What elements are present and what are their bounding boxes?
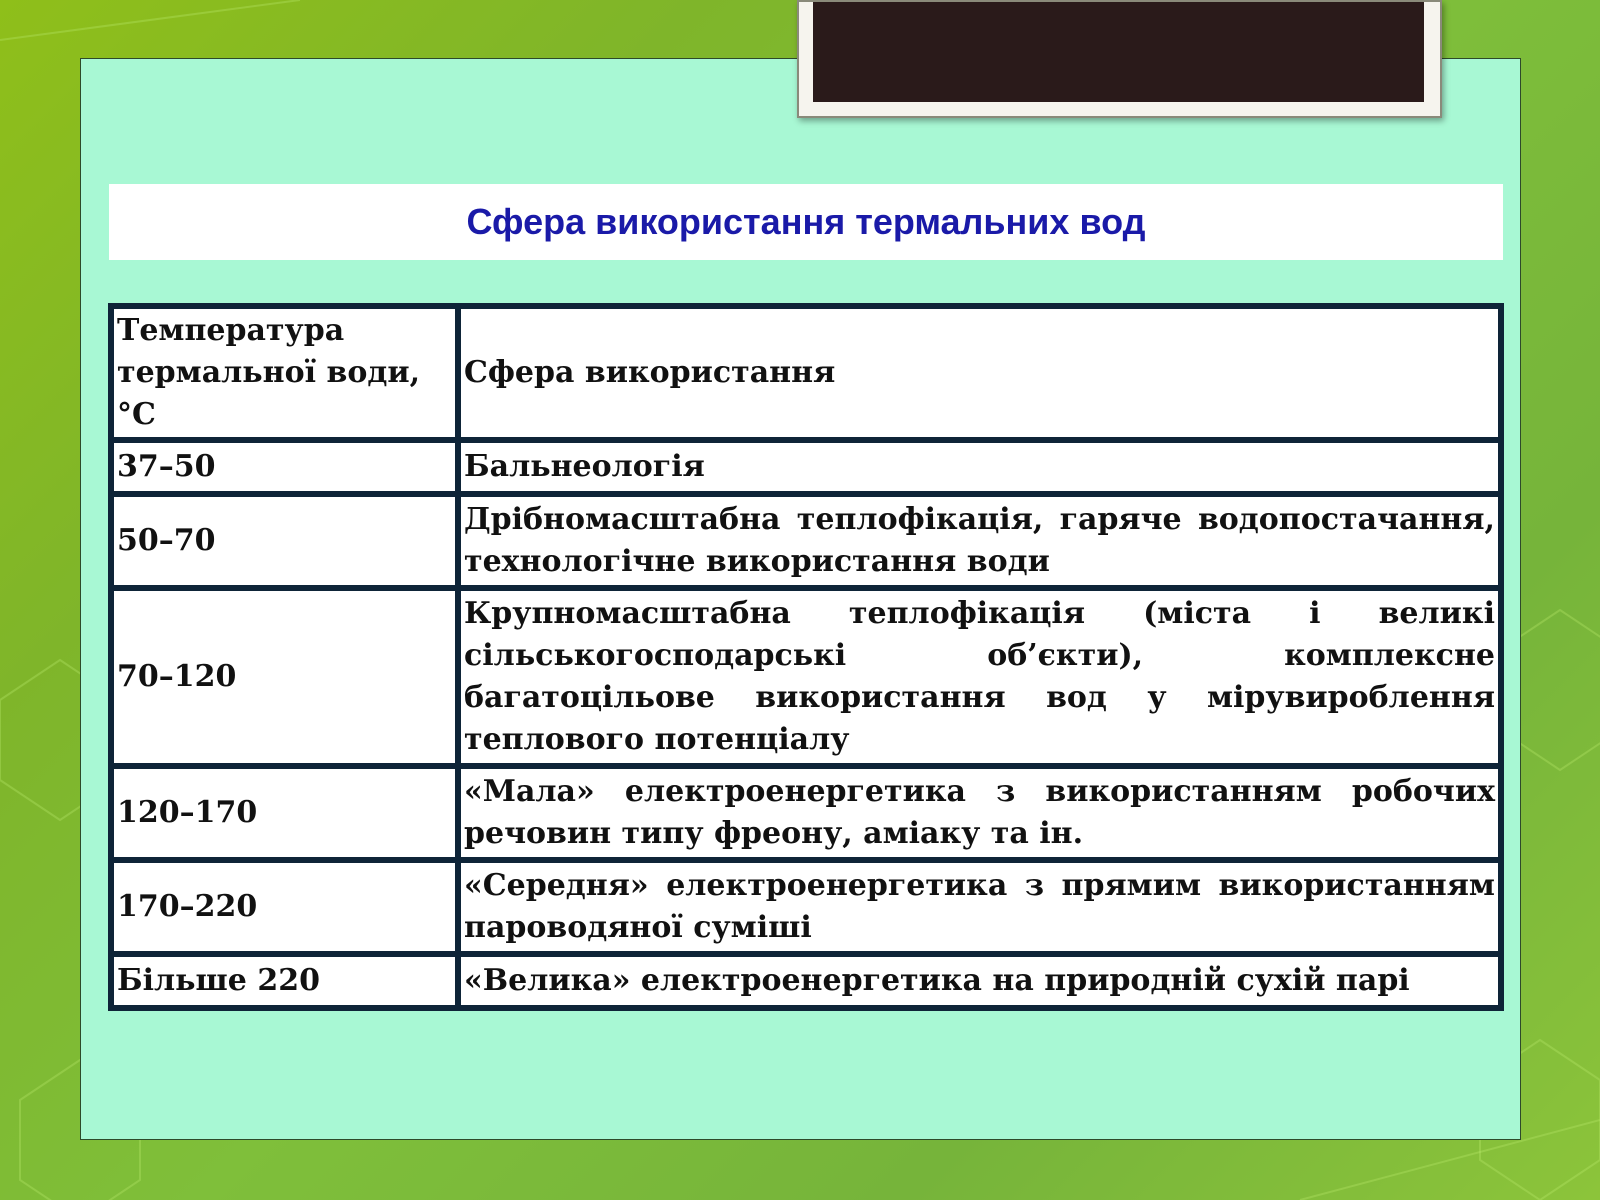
row-usage: «Велика» електроенергетика на природній сухій парі [458, 954, 1501, 1008]
row-temperature: 120–170 [111, 766, 458, 860]
table-row [111, 766, 1501, 860]
row-temperature: 70–120 [111, 588, 458, 766]
header-temperature: Температура термальної води, °C [111, 306, 458, 440]
table-row [111, 588, 1501, 766]
photo-frame [797, 0, 1442, 118]
slide-title: Сфера використання термальних вод [466, 201, 1146, 242]
title-bar [109, 184, 1503, 260]
header-usage: Сфера використання [458, 306, 1501, 440]
row-usage: Бальнеологія [458, 440, 1501, 494]
row-usage: Дрібномасштабна теплофікація, гаряче водопостачання, технологічне використання води [458, 494, 1501, 588]
row-usage: Крупномасштабна теплофікація (міста і великі сільськогосподарські об’єкти), комплексне багатоцільове використання вод у мірувироблення теплового потенціалу [458, 588, 1501, 766]
table-header-row [111, 306, 1501, 440]
row-usage: «Середня» електроенергетика з прямим використанням пароводяної суміші [458, 860, 1501, 954]
row-temperature: Більше 220 [111, 954, 458, 1008]
table-row [111, 860, 1501, 954]
row-temperature: 170–220 [111, 860, 458, 954]
table-row [111, 954, 1501, 1008]
table-row [111, 440, 1501, 494]
row-temperature: 37–50 [111, 440, 458, 494]
row-temperature: 50–70 [111, 494, 458, 588]
table-row [111, 494, 1501, 588]
thermal-water-usage-table [108, 303, 1504, 1011]
row-usage: «Мала» електроенергетика з використанням робочих речовин типу фреону, аміаку та ін. [458, 766, 1501, 860]
photo-image [813, 2, 1424, 102]
